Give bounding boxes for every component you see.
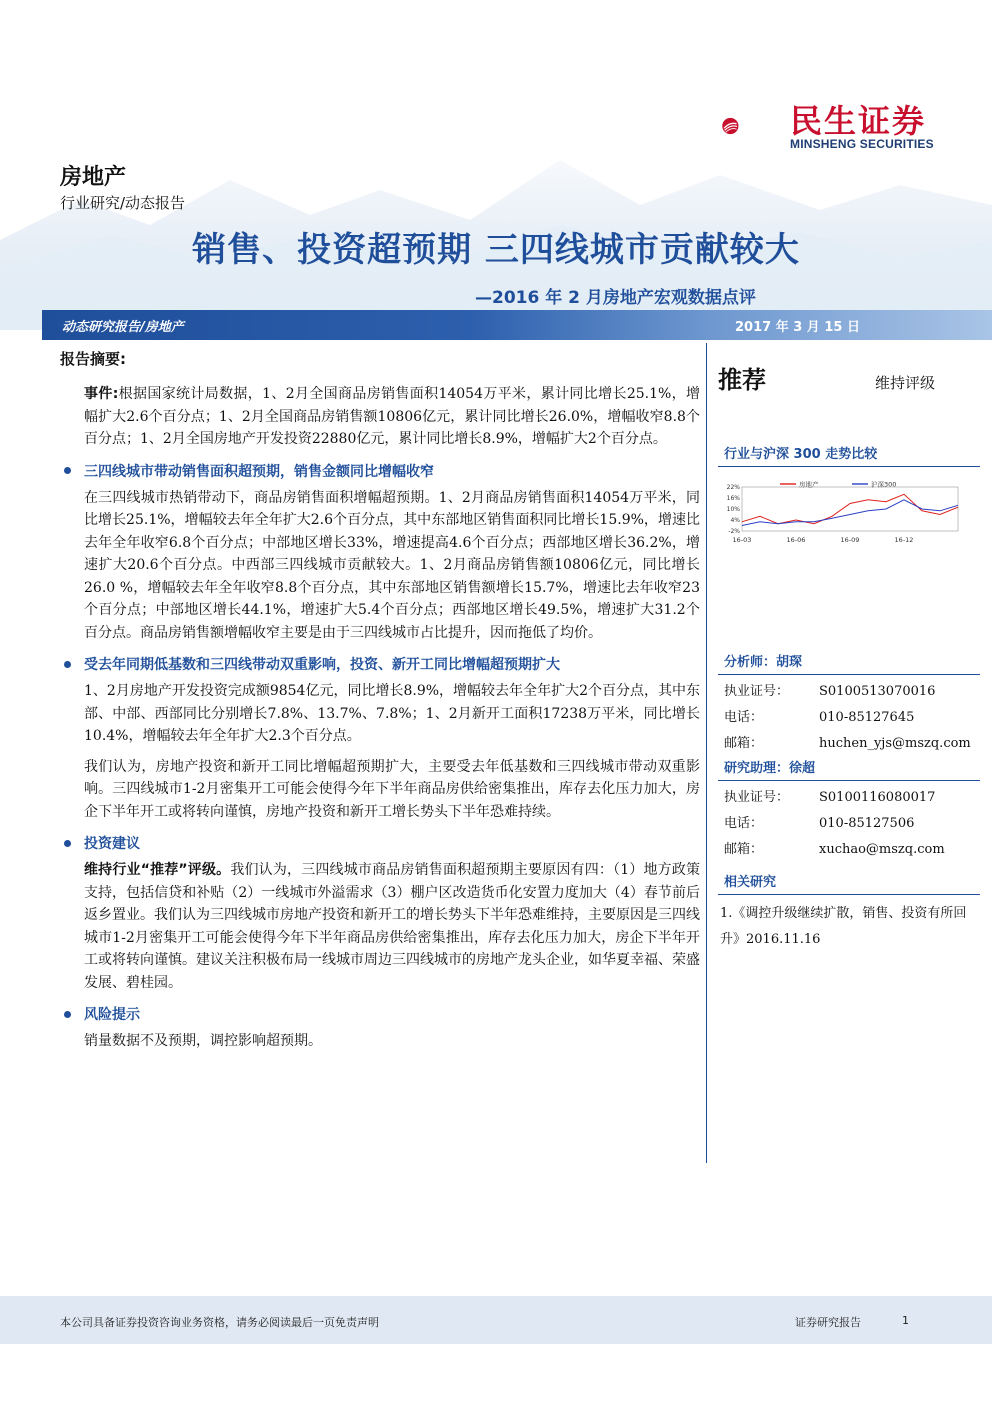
analyst-info (718, 679, 980, 757)
bullet-icon (64, 467, 71, 474)
related-heading: 相关研究 (718, 871, 980, 895)
related-item[interactable]: 1.《调控升级继续扩散，销售、投资有所回升》2016.11.16 (720, 906, 967, 947)
section-paragraph: 1、2月房地产开发投资完成额9854亿元，同比增长8.9%，增幅较去年全年扩大2个百分点，其中东部、中部、西部同比分别增长7.8%、13.7%、7.8%；1、2月新开工面积17238万平米，同比增长10.4%，增幅较去年全年扩大2.3个百分点。 (84, 683, 700, 744)
summary-title: 报告摘要: (60, 350, 126, 368)
rating-main: 推荐 (718, 366, 766, 394)
section-paragraph: 我们认为，房地产投资和新开工同比增幅超预期扩大，主要受去年低基数和三四线城市带动双重影响。三四线城市1-2月密集开工可能会使得今年下半年商品房供给密集推出，库存去化压力加大，房企下半年开工或将转向谨慎，房地产投资和新开工增长势头下半年恐难持续。 (84, 758, 700, 820)
summary-column (60, 348, 700, 1053)
report-date: 2017 年 3 月 15 日 (735, 320, 860, 335)
info-row: 执业证号： S0100513070016 (724, 684, 936, 699)
report-subtitle: —2016 年 2 月房地产宏观数据点评 (475, 288, 756, 308)
y-tick-label: 4% (730, 517, 740, 524)
trend-chart-svg (718, 481, 980, 553)
section-heading: 风险提示 (60, 1004, 700, 1024)
recommendation-lead: 维持行业“推荐”评级。 (84, 862, 231, 878)
report-category: 动态研究报告/房地产 (62, 320, 184, 335)
trend-chart (718, 481, 980, 553)
section-paragraph: 销量数据不及预期，调控影响超预期。 (84, 1033, 322, 1049)
y-tick-label: 16% (726, 495, 740, 502)
brand-name-cn: 民生证券 (790, 102, 927, 140)
footer-disclaimer: 本公司具备证券投资咨询业务资格，请务必阅读最后一页免责声明 (60, 1316, 379, 1329)
section-heading: 受去年同期低基数和三四线带动双重影响，投资、新开工同比增幅超预期扩大 (60, 654, 700, 674)
report-title: 销售、投资超预期 三四线城市贡献较大 (192, 230, 800, 270)
section-paragraph: 维持行业“推荐”评级。我们认为，三四线城市商品房销售面积超预期主要原因有四：（1）地方政策支持，包括信贷和补贴（2）一线城市外溢需求（3）棚户区改造货币化安置力度加大（4）春节前后返乡置业。我们认为三四线城市房地产投资和新开工的增长势头下半年恐难维持，主要原因是三四线城市1-2月密集开工可能会使得今年下半年商品房供给密集推出，库存去化压力加大，房企下半年开工或将转向谨慎。建议关注积极布局一线城市周边三四线城市的房地产龙头企业，如华夏幸福、荣盛发展、碧桂园。 (84, 862, 700, 991)
section-paragraph: 在三四线城市热销带动下，商品房销售面积增幅超预期。1、2月商品房销售面积14054万平米，同比增长25.1%，增幅较去年全年扩大2.6个百分点，其中东部地区销售面积同比增长15.9%，增速比去年全年收窄6.8个百分点；中部地区增长33%，增速提高4.6个百分点；西部地区增长36.2%，增速扩大20.6个百分点。中西部三四线城市贡献较大。1、2月商品房销售额10806亿元，同比增长26.0 %，增幅较去年全年收窄8.8个百分点，其中东部地区销售额增长15.7%，增速比去年收窄23个百分点；中部地区增长44.1%，增速扩大5.4个百分点；西部地区增长49.5%，增速扩大31.2个百分点。商品房销售额增幅收窄主要是由于三四线城市占比提升，因而拖低了均价。 (84, 489, 700, 641)
industry-label: 房地产 (60, 165, 127, 190)
footer-report-label: 证券研究报告 (795, 1316, 861, 1329)
legend-label: 房地产 (799, 481, 819, 489)
info-row: 执业证号： S0100116080017 (724, 790, 936, 805)
brand-name-en: MINSHENG SECURITIES (790, 137, 934, 151)
sidebar (718, 360, 980, 953)
y-tick-label: 22% (726, 484, 740, 491)
y-tick-label: 10% (726, 506, 740, 513)
column-divider (706, 343, 707, 1163)
x-tick-label: 16-12 (894, 536, 914, 544)
minsheng-logo-icon (722, 94, 784, 158)
section-heading: 三四线城市带动销售面积超预期，销售金额同比增幅收窄 (60, 461, 700, 481)
legend-label: 沪深300 (871, 481, 897, 489)
x-tick-label: 16-06 (786, 536, 806, 544)
page-number: 1 (902, 1314, 909, 1327)
assistant-info (718, 785, 980, 863)
bullet-icon (64, 661, 71, 668)
y-tick-label: -2% (728, 528, 740, 535)
chart-heading: 行业与沪深 300 走势比较 (718, 443, 980, 467)
info-row: 邮箱： huchen_yjs@mszq.com (724, 736, 971, 751)
event-text: 根据国家统计局数据，1、2月全国商品房销售面积14054万平米，累计同比增长25.1%，增幅扩大2.6个百分点；1、2月全国商品房销售额10806亿元，累计同比增长26.0%，增幅收窄8.8个百分点；1、2月全国房地产开发投资22880亿元，累计同比增长8.9%，增幅扩大2个百分点。 (84, 386, 700, 447)
event-label: 事件: (84, 386, 119, 402)
rating-sub: 维持评级 (874, 374, 935, 392)
event-paragraph (84, 383, 700, 451)
bullet-icon (64, 840, 71, 847)
analyst-heading: 分析师：胡琛 (718, 651, 980, 675)
x-tick-label: 16-09 (840, 536, 860, 544)
rating (718, 360, 980, 395)
report-type: 行业研究/动态报告 (60, 194, 186, 212)
bullet-icon (64, 1011, 71, 1018)
section-heading: 投资建议 (60, 833, 700, 853)
info-row: 电话： 010-85127645 (724, 710, 915, 725)
x-tick-label: 16-03 (732, 536, 752, 544)
info-row: 邮箱： xuchao@mszq.com (724, 842, 945, 857)
info-row: 电话： 010-85127506 (724, 816, 915, 831)
assistant-heading: 研究助理：徐超 (718, 757, 980, 781)
